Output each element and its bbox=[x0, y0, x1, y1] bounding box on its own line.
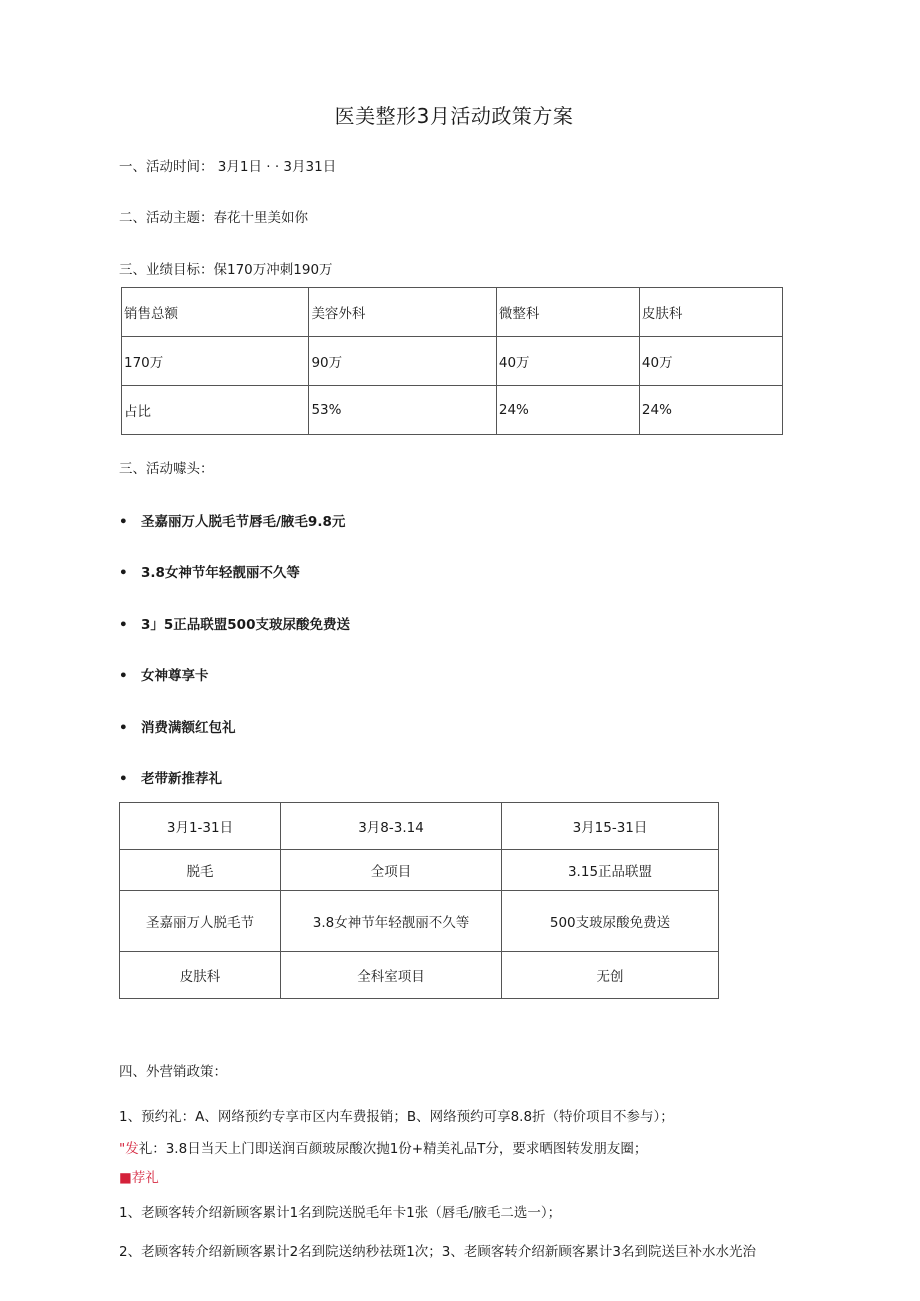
table-cell: 无创 bbox=[502, 952, 719, 999]
section-external-marketing: 四、外营销政策： bbox=[119, 1064, 227, 1080]
table-row bbox=[120, 891, 719, 952]
table-row bbox=[122, 288, 783, 337]
table-cell: 53% bbox=[309, 386, 496, 435]
table-cell: 3.8女神节年轻靓丽不久等 bbox=[281, 891, 502, 952]
policy-line-booking-gift: 1、预约礼：A、网络预约专享市区内车费报销；B、网络预约可享8.8折（特价项目不参与）； bbox=[119, 1109, 674, 1125]
table-row bbox=[122, 386, 783, 435]
list-item bbox=[119, 716, 236, 736]
table-row bbox=[122, 337, 783, 386]
section-activity-theme: 二、活动主题：春花十里美如你 bbox=[119, 210, 308, 226]
table-cell: 3月8-3.14 bbox=[281, 803, 502, 850]
policy-line-referral-1: 1、老顾客转介绍新顾客累计1名到院送脱毛年卡1张（唇毛/腋毛二选一）； bbox=[119, 1205, 562, 1221]
table-cell: 圣嘉丽万人脱毛节 bbox=[120, 891, 281, 952]
policy-mark: "发 bbox=[119, 1141, 139, 1157]
table-cell: 皮肤科 bbox=[639, 288, 782, 337]
bullet-icon: • bbox=[119, 617, 128, 633]
table-cell: 占比 bbox=[122, 386, 309, 435]
table-cell: 40万 bbox=[639, 337, 782, 386]
schedule-table bbox=[119, 802, 719, 999]
bullet-icon: • bbox=[119, 771, 128, 787]
policy-text: 礼：3.8日当天上门即送润百颜玻尿酸次抛1份+精美礼品T分，要求晒图转发朋友圈； bbox=[138, 1141, 648, 1157]
bullet-icon: • bbox=[119, 565, 128, 581]
section-hooks-heading: 三、活动噱头： bbox=[119, 461, 214, 477]
table-cell: 全科室项目 bbox=[281, 952, 502, 999]
table-cell: 美容外科 bbox=[309, 288, 496, 337]
table-cell: 脱毛 bbox=[120, 850, 281, 891]
list-item-label: 圣嘉丽万人脱毛节唇毛/腋毛9.8元 bbox=[141, 514, 346, 530]
list-item-label: 3」5正品联盟500支玻尿酸免费送 bbox=[141, 617, 350, 633]
list-item bbox=[119, 664, 209, 684]
list-item bbox=[119, 561, 300, 581]
table-cell: 微整科 bbox=[496, 288, 639, 337]
section-activity-time: 一、活动时间： 3月1日 · · 3月31日 bbox=[119, 159, 337, 175]
list-item-label: 老带新推荐礼 bbox=[141, 771, 222, 787]
policy-line-referral-heading: ■荐礼 bbox=[119, 1170, 159, 1186]
table-cell: 24% bbox=[639, 386, 782, 435]
bullet-icon: • bbox=[119, 514, 128, 530]
table-cell: 500支玻尿酸免费送 bbox=[502, 891, 719, 952]
table-cell: 40万 bbox=[496, 337, 639, 386]
list-item-label: 3.8女神节年轻靓丽不久等 bbox=[141, 565, 300, 581]
page-title: 医美整形3月活动政策方案 bbox=[334, 104, 574, 128]
table-row bbox=[120, 952, 719, 999]
table-cell: 170万 bbox=[122, 337, 309, 386]
list-item-label: 消费满额红包礼 bbox=[141, 720, 236, 736]
policy-line-referral-2: 2、老顾客转介绍新顾客累计2名到院送纳秒祛斑1次；3、老顾客转介绍新顾客累计3名到院送巨补水水光治 bbox=[119, 1244, 756, 1260]
policy-line-share-gift bbox=[119, 1137, 647, 1157]
list-item bbox=[119, 613, 350, 633]
table-cell: 销售总额 bbox=[122, 288, 309, 337]
table-cell: 3月1-31日 bbox=[120, 803, 281, 850]
table-cell: 3.15正品联盟 bbox=[502, 850, 719, 891]
table-cell: 皮肤科 bbox=[120, 952, 281, 999]
bullet-icon: • bbox=[119, 720, 128, 736]
table-row bbox=[120, 803, 719, 850]
target-table bbox=[121, 287, 783, 435]
table-cell: 3月15-31日 bbox=[502, 803, 719, 850]
table-cell: 24% bbox=[496, 386, 639, 435]
bullet-icon: • bbox=[119, 668, 128, 684]
section-performance-target: 三、业绩目标：保170万冲刺190万 bbox=[119, 262, 333, 278]
table-row bbox=[120, 850, 719, 891]
list-item bbox=[119, 767, 222, 787]
table-cell: 全项目 bbox=[281, 850, 502, 891]
list-item bbox=[119, 510, 345, 530]
table-cell: 90万 bbox=[309, 337, 496, 386]
list-item-label: 女神尊享卡 bbox=[141, 668, 209, 684]
